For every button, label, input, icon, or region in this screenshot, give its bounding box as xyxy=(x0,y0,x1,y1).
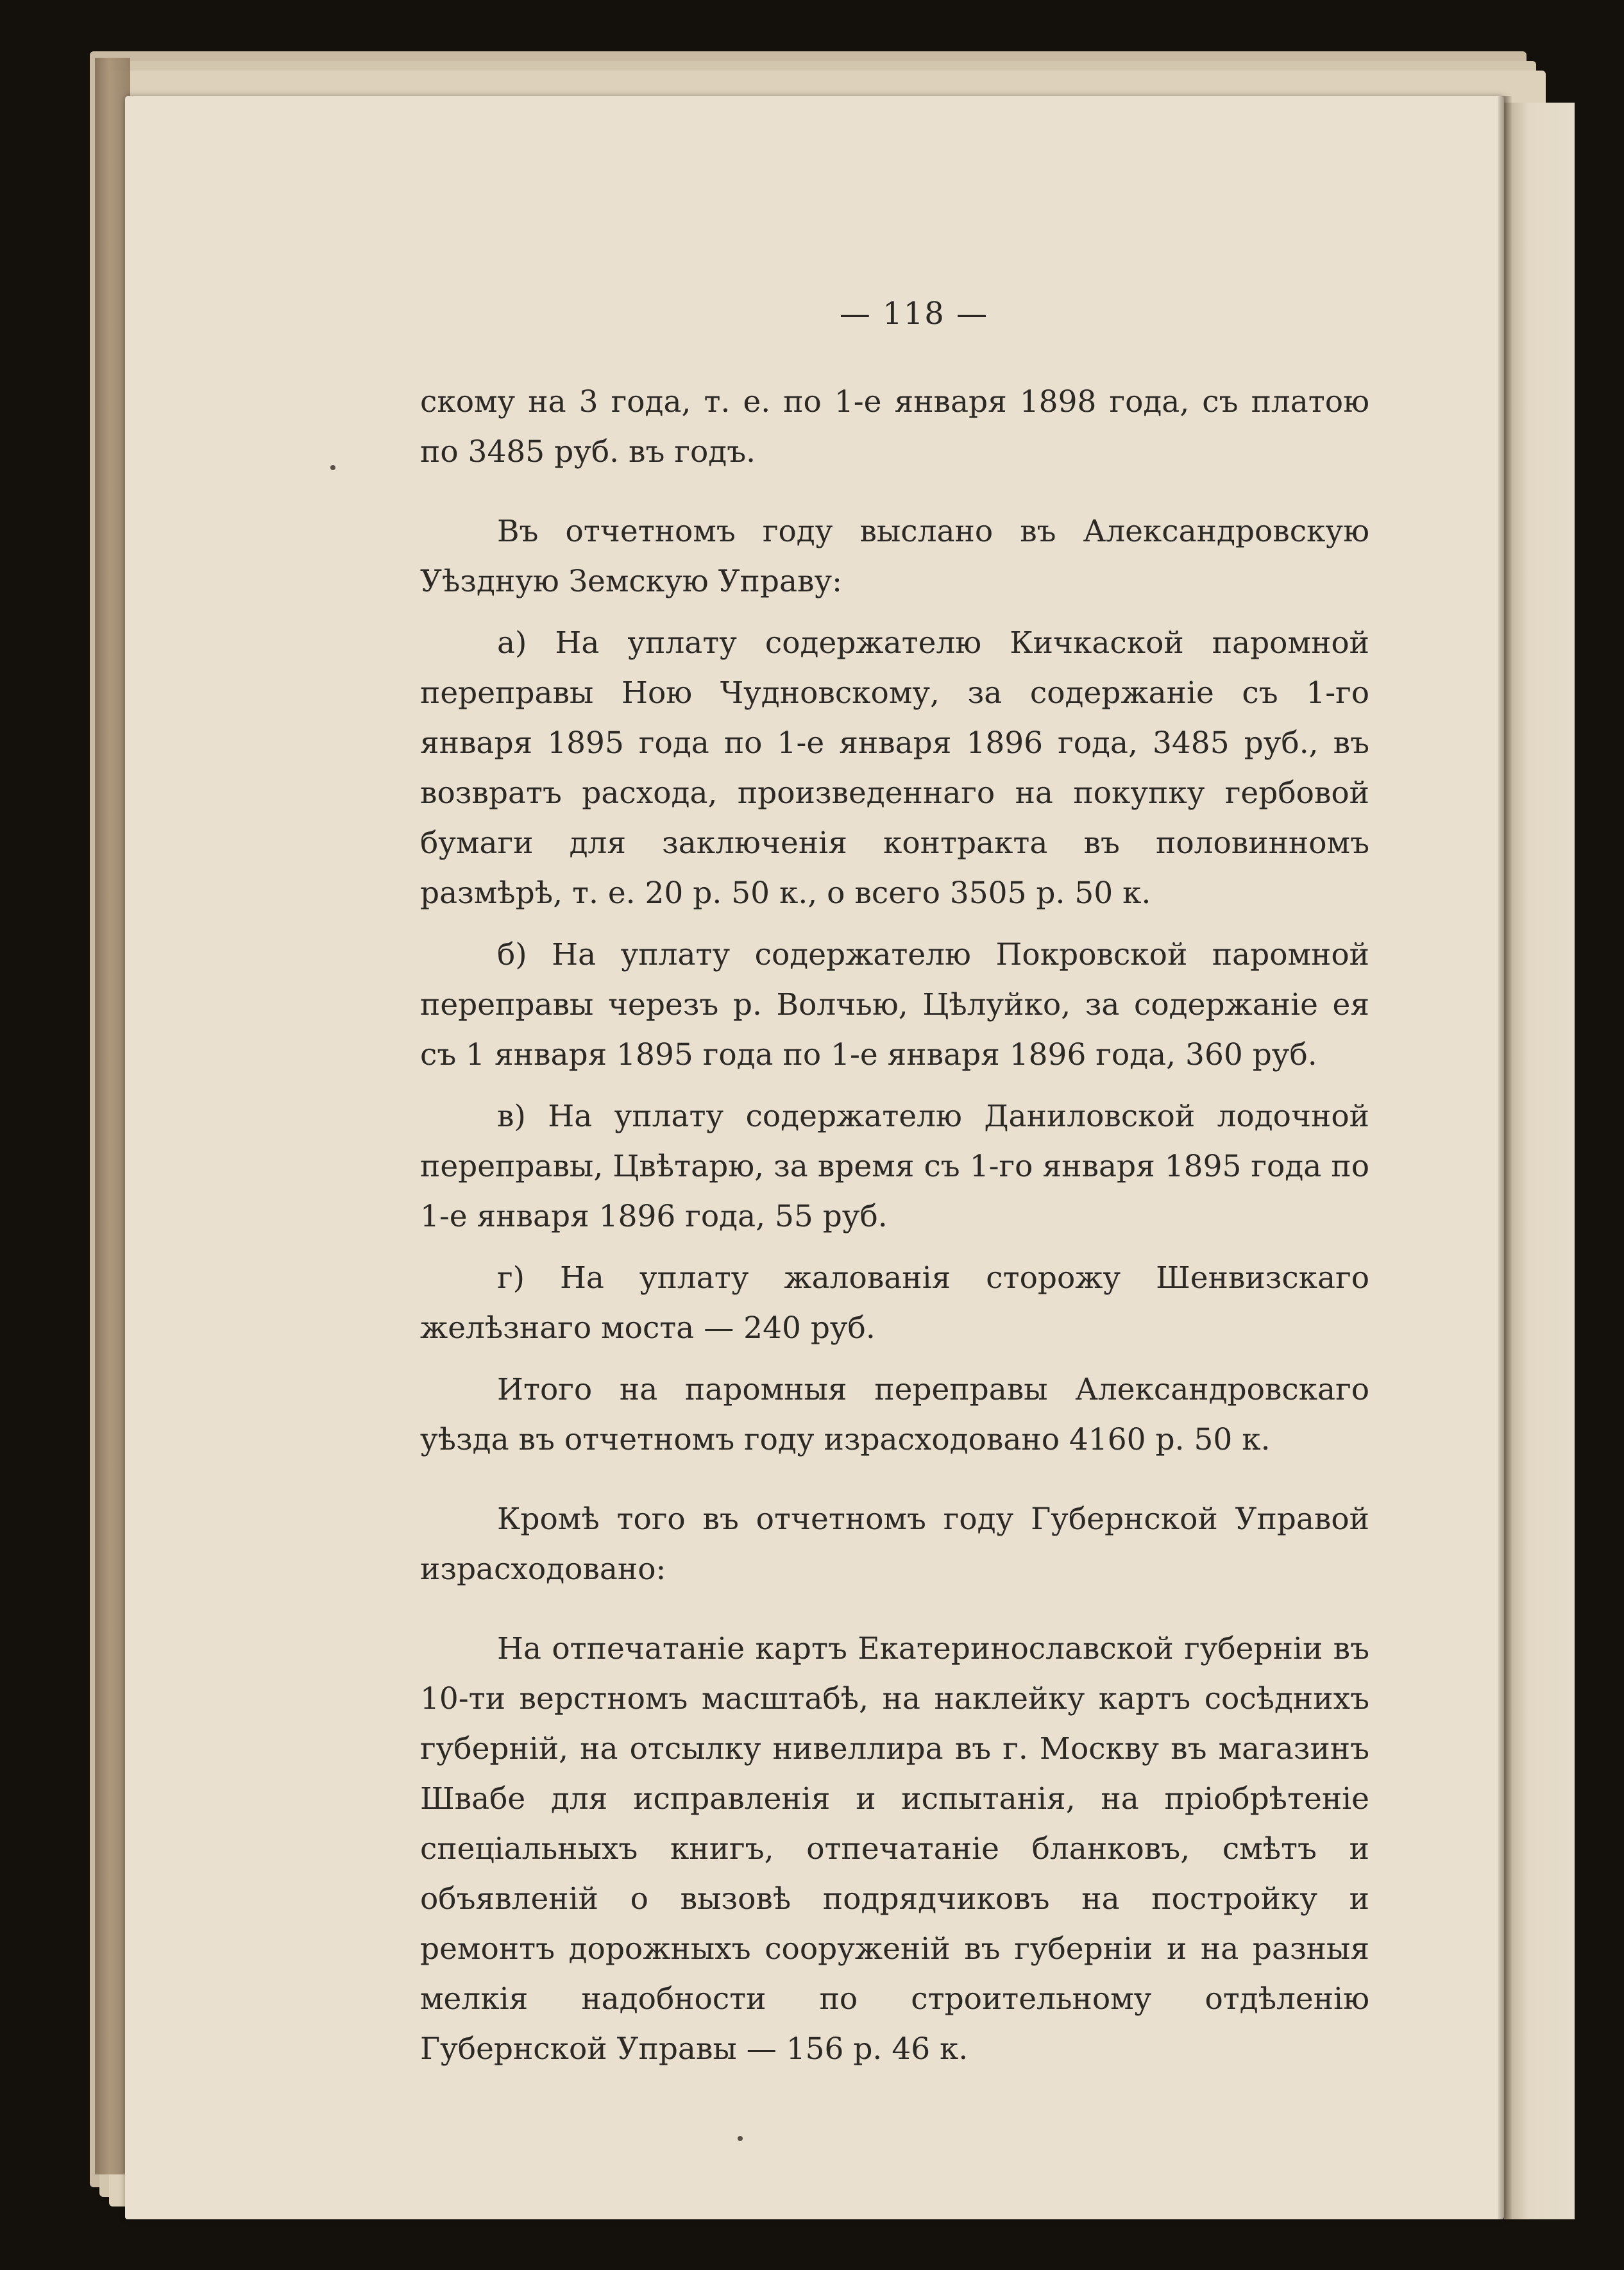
paragraph-continuation: скому на 3 года, т. е. по 1-е января 1898 года, съ платою по 3485 руб. въ годъ. xyxy=(420,384,1369,470)
paragraph: На отпечатаніе картъ Екатеринославской губерніи въ 10-ти верстномъ масштабѣ, на наклейку картъ сосѣднихъ губерній, на отсылку нивеллира въ г. Москву въ магазинъ Швабе для исправленія и испытанія, на пріобрѣтеніе спеціальныхъ книгъ, отпечатаніе бланковъ, смѣтъ и объявленій о вызовѣ подрядчиковъ на постройку и ремонтъ дорожныхъ сооруженій въ губерніи и на разныя мелкія надобности по строительному отдѣленію Губернской Управы — 156 р. 46 к. xyxy=(420,1631,1369,2067)
paragraph-item-v: в) На уплату содержателю Даниловской лодочной переправы, Цвѣтарю, за время съ 1-го января 1895 года по 1-е января 1896 года, 55 руб. xyxy=(420,1099,1369,1234)
paragraph: Кромѣ того въ отчетномъ году Губернской Управой израсходовано: xyxy=(420,1502,1369,1587)
paragraph: Въ отчетномъ году выслано въ Александровскую Уѣздную Земскую Управу: xyxy=(420,514,1369,599)
paragraph-item-g: г) На уплату жалованія сторожу Шенвизскаго желѣзнаго моста — 240 руб. xyxy=(420,1260,1369,1346)
ink-speck xyxy=(738,2136,743,2141)
page-number: — 118 — xyxy=(839,296,989,332)
facing-page-edge xyxy=(1504,103,1575,2219)
paragraph-total: Итого на паромныя переправы Александровскаго уѣзда въ отчетномъ году израсходовано 4160 р. 50 к. xyxy=(420,1372,1369,1457)
page-gutter xyxy=(1498,96,1512,2219)
ink-speck xyxy=(330,465,335,470)
page-text xyxy=(420,289,1369,2086)
paragraph-item-a: а) На уплату содержателю Кичкаской паромной переправы Ною Чудновскому, за содержаніе съ 1-го января 1895 года по 1-е января 1896 года, 3485 руб., въ возвратъ расхода, произведеннаго на покупку гербовой бумаги для заключенія контракта въ половинномъ размѣрѣ, т. е. 20 р. 50 к., о всего 3505 р. 50 к. xyxy=(420,625,1369,911)
paragraph-item-b: б) На уплату содержателю Покровской паромной переправы черезъ р. Волчью, Цѣлуйко, за содержаніе ея съ 1 января 1895 года по 1-е января 1896 года, 360 руб. xyxy=(420,937,1369,1072)
